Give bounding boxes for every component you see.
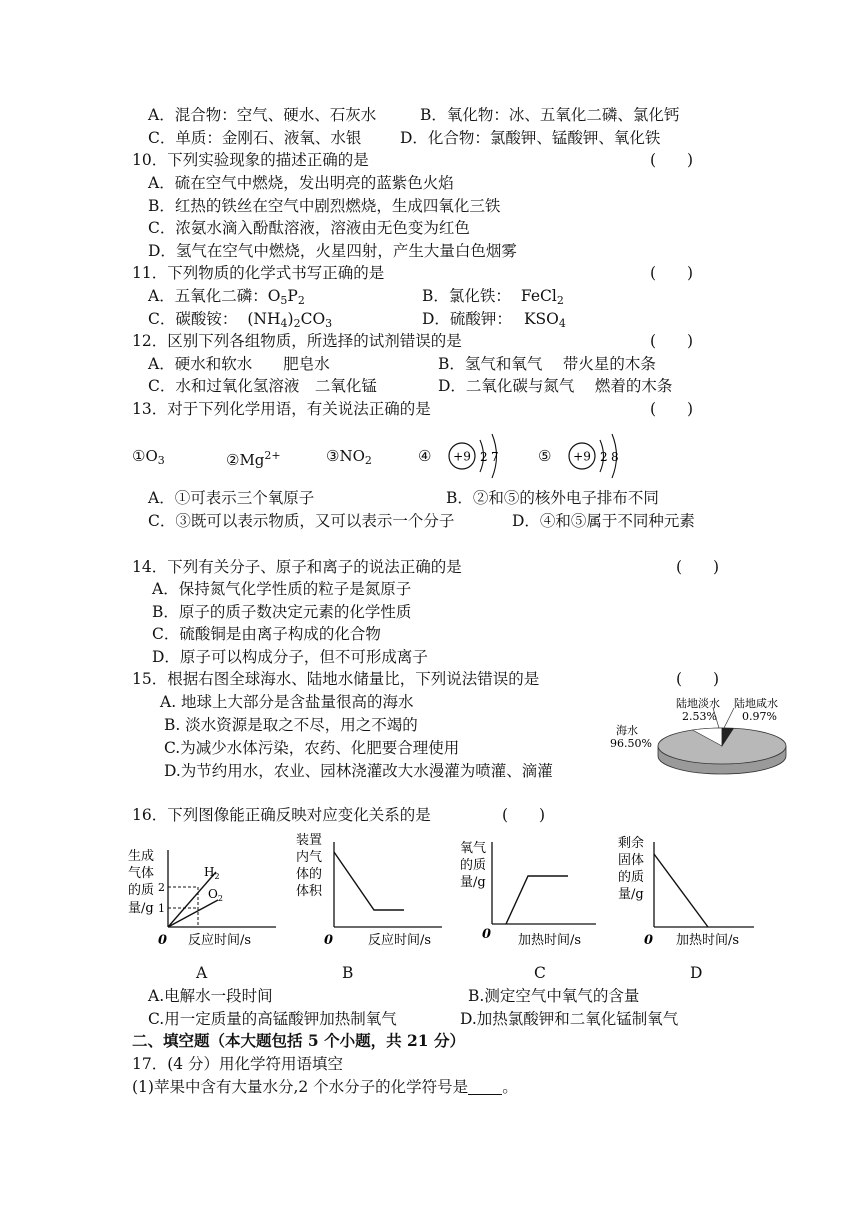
q17-stem: 17．(4 分）用化学符用语填空 [132, 1055, 344, 1073]
q16-graph-c [456, 832, 606, 952]
q11-c-label: C．碳酸铵： [148, 310, 238, 328]
atom4-nucleus: +9 [453, 449, 471, 464]
graph-c-origin: 0 [482, 927, 492, 942]
graph-a-tick-1: 1 [158, 902, 165, 915]
q13-symbol-num4: ④ [418, 447, 432, 465]
pie-salt-percent: 0.97% [742, 710, 777, 723]
q13-symbol-o3: $①O_3$ [132, 447, 165, 467]
q10-option-a: A．硫在空气中燃烧，发出明亮的蓝紫色火焰 [148, 174, 454, 192]
q11-a-label: A．五氧化二磷： [148, 287, 268, 305]
graph-d-ylabel-1: 剩余 [618, 836, 645, 851]
graph-b-ylabel-4: 体积 [296, 884, 323, 899]
graph-d-ylabel-3: 的质 [618, 870, 645, 885]
graph-c-ylabel-1: 氧气 [460, 841, 487, 856]
pie-sea-label: 海水 [616, 724, 638, 737]
q9-option-b: B．氧化物：冰、五氧化二磷、氯化钙 [420, 106, 680, 124]
q14-stem: 14．下列有关分子、原子和离子的说法正确的是 [132, 558, 462, 576]
graph-a-o2-label: $O_2$ [208, 887, 223, 903]
q11-d-label: D．硫酸钾： [422, 310, 512, 328]
graph-a-xlabel: 反应时间/s [188, 933, 252, 948]
q16-stem: 16．下列图像能正确反映对应变化关系的是 [132, 806, 431, 824]
q16-graph-c-letter: C [534, 964, 546, 982]
q13-option-a: A．①可表示三个氧原子 [148, 489, 315, 507]
graph-d-curve [654, 854, 708, 927]
q17-sub1-text: (1)苹果中含有大量水分,2 个水分子的化学符号是 [132, 1078, 469, 1096]
pie-fresh-percent: 2.53% [682, 710, 717, 723]
q13-symbol-no2: $③NO_2$ [326, 447, 372, 467]
graph-c-xlabel: 加热时间/s [518, 933, 582, 948]
section-2-heading: 二、填空题（本大题包括 5 个小题，共 21 分） [132, 1031, 465, 1050]
graph-d-ylabel-2: 固体 [618, 853, 645, 868]
pie-salt-label: 陆地咸水 [734, 697, 778, 710]
q12-option-a: A．硬水和软水 肥皂水 [148, 355, 330, 373]
q9-option-c: C．单质：金刚石、液氧、水银 [148, 129, 362, 147]
q17-sub1-end: 。 [502, 1078, 518, 1096]
q11-stem: 11．下列物质的化学式书写正确的是 [132, 264, 385, 282]
q11-answer-bracket: ( ) [650, 264, 694, 282]
q17-sub1 [132, 1076, 518, 1098]
q15-option-a: A. 地球上大部分是含盐量很高的海水 [160, 693, 414, 711]
q16-graph-d [614, 832, 764, 952]
q13-option-c: C．③既可以表示物质，又可以表示一个分子 [148, 512, 455, 530]
q14-answer-bracket: ( ) [676, 558, 720, 576]
graph-d-xlabel: 加热时间/s [676, 933, 740, 948]
pie-sea-percent: 96.50% [610, 737, 652, 750]
q9-option-d: D．化合物：氯酸钾、锰酸钾、氧化铁 [400, 129, 661, 147]
q16-graph-b [292, 832, 452, 952]
q14-option-c: C．硫酸铜是由离子构成的化合物 [152, 625, 381, 643]
graph-a-ylabel-2: 气体 [128, 866, 155, 881]
q11-b-formula: FeCl$_2$ [520, 287, 564, 307]
graph-a-ylabel-3: 的质 [128, 883, 155, 898]
q16-graph-a [126, 832, 292, 952]
q13-atom-structure-5 [560, 428, 640, 484]
atom5-shell1-electrons: 2 [600, 450, 608, 464]
q10-stem: 10．下列实验现象的描述正确的是 [132, 151, 369, 169]
q16-graph-a-letter: A [196, 964, 208, 982]
atom4-shell2-electrons: 7 [491, 450, 499, 464]
graph-c-curve [506, 876, 568, 924]
q16-graph-b-letter: B [342, 964, 354, 982]
pie-fresh-label: 陆地淡水 [676, 697, 720, 710]
q13-option-d: D．④和⑤属于不同种元素 [512, 512, 695, 530]
q14-option-a: A．保持氮气化学性质的粒子是氮原子 [152, 580, 412, 598]
q16-option-b: B.测定空气中氧气的含量 [468, 987, 640, 1005]
graph-b-ylabel-3: 体的 [296, 867, 323, 882]
graph-a-h2-label: $H_2$ [204, 865, 220, 881]
graph-a-o2-line [168, 900, 218, 927]
graph-a-tick-2: 2 [158, 881, 165, 894]
atom5-shell2-electrons: 8 [611, 450, 619, 464]
q10-option-d: D．氢气在空气中燃烧，火星四射，产生大量白色烟雾 [148, 242, 517, 260]
q10-option-b: B．红热的铁丝在空气中剧烈燃烧，生成四氧化三铁 [148, 197, 501, 215]
q14-option-d: D．原子可以构成分子，但不可形成离子 [152, 648, 428, 666]
q16-graph-d-letter: D [690, 964, 703, 982]
graph-d-origin: 0 [644, 933, 654, 948]
graph-b-curve [334, 852, 404, 910]
graph-b-ylabel-1: 装置 [296, 833, 323, 848]
q12-option-b: B．氢气和氧气 带火星的木条 [438, 355, 656, 373]
graph-c-ylabel-2: 的质 [460, 858, 487, 873]
q13-symbol-mg-ion: $②Mg^{2+}$ [226, 449, 281, 469]
graph-b-ylabel-2: 内气 [296, 850, 323, 865]
q15-option-d: D.为节约用水，农业、园林浇灌改大水漫灌为喷灌、滴灌 [164, 762, 553, 780]
q11-d-formula: $KSO_4$ [523, 310, 566, 330]
q13-stem: 13．对于下列化学用语，有关说法正确的是 [132, 400, 431, 418]
atom4-shell1-electrons: 2 [480, 450, 488, 464]
graph-a-origin: 0 [158, 933, 168, 948]
q13-option-b: B．②和⑤的核外电子排布不同 [446, 489, 659, 507]
q16-option-d: D.加热氯酸钾和二氧化锰制氧气 [460, 1010, 679, 1028]
q9-option-a: A．混合物：空气、硬水、石灰水 [148, 106, 377, 124]
q12-stem: 12．区别下列各组物质，所选择的试剂错误的是 [132, 332, 462, 350]
graph-a-ylabel-1: 生成 [128, 849, 155, 864]
q11-c-formula: $(NH_4)_2CO_3$ [247, 310, 333, 330]
q16-option-c: C.用一定质量的高锰酸钾加热制氧气 [148, 1010, 397, 1028]
q15-answer-bracket: ( ) [676, 670, 720, 688]
q12-answer-bracket: ( ) [650, 332, 694, 350]
q15-stem: 15．根据右图全球海水、陆地水储量比，下列说法错误的是 [132, 670, 540, 688]
q15-option-c: C.为减少水体污染，农药、化肥要合理使用 [164, 739, 460, 757]
q16-option-a: A.电解水一段时间 [148, 987, 273, 1005]
q12-option-d: D．二氧化碳与氮气 燃着的木条 [438, 377, 673, 395]
q10-option-c: C．浓氨水滴入酚酞溶液，溶液由无色变为红色 [148, 219, 470, 237]
q11-b-label: B．氯化铁： [422, 287, 511, 305]
q17-sub1-answer-blank[interactable] [468, 1078, 502, 1095]
q10-answer-bracket: ( ) [650, 151, 694, 169]
q15-option-b: B. 淡水资源是取之不尽，用之不竭的 [164, 716, 418, 734]
q15-water-pie-chart [610, 690, 810, 790]
graph-b-origin: 0 [324, 933, 334, 948]
q13-atom-structure-4 [440, 428, 520, 484]
q14-option-b: B．原子的质子数决定元素的化学性质 [152, 603, 412, 621]
q12-option-c: C．水和过氧化氢溶液 二氧化锰 [148, 377, 377, 395]
q13-symbol-num5: ⑤ [538, 447, 552, 465]
atom5-nucleus: +9 [573, 449, 591, 464]
graph-b-xlabel: 反应时间/s [368, 933, 432, 948]
q16-answer-bracket: ( ) [502, 806, 546, 824]
graph-d-ylabel-4: 量/g [618, 887, 644, 902]
q11-a-formula: $O_5P_2$ [267, 287, 305, 307]
graph-c-ylabel-3: 量/g [460, 875, 486, 890]
q13-answer-bracket: ( ) [650, 400, 694, 418]
graph-a-ylabel-4: 量/g [128, 901, 154, 916]
